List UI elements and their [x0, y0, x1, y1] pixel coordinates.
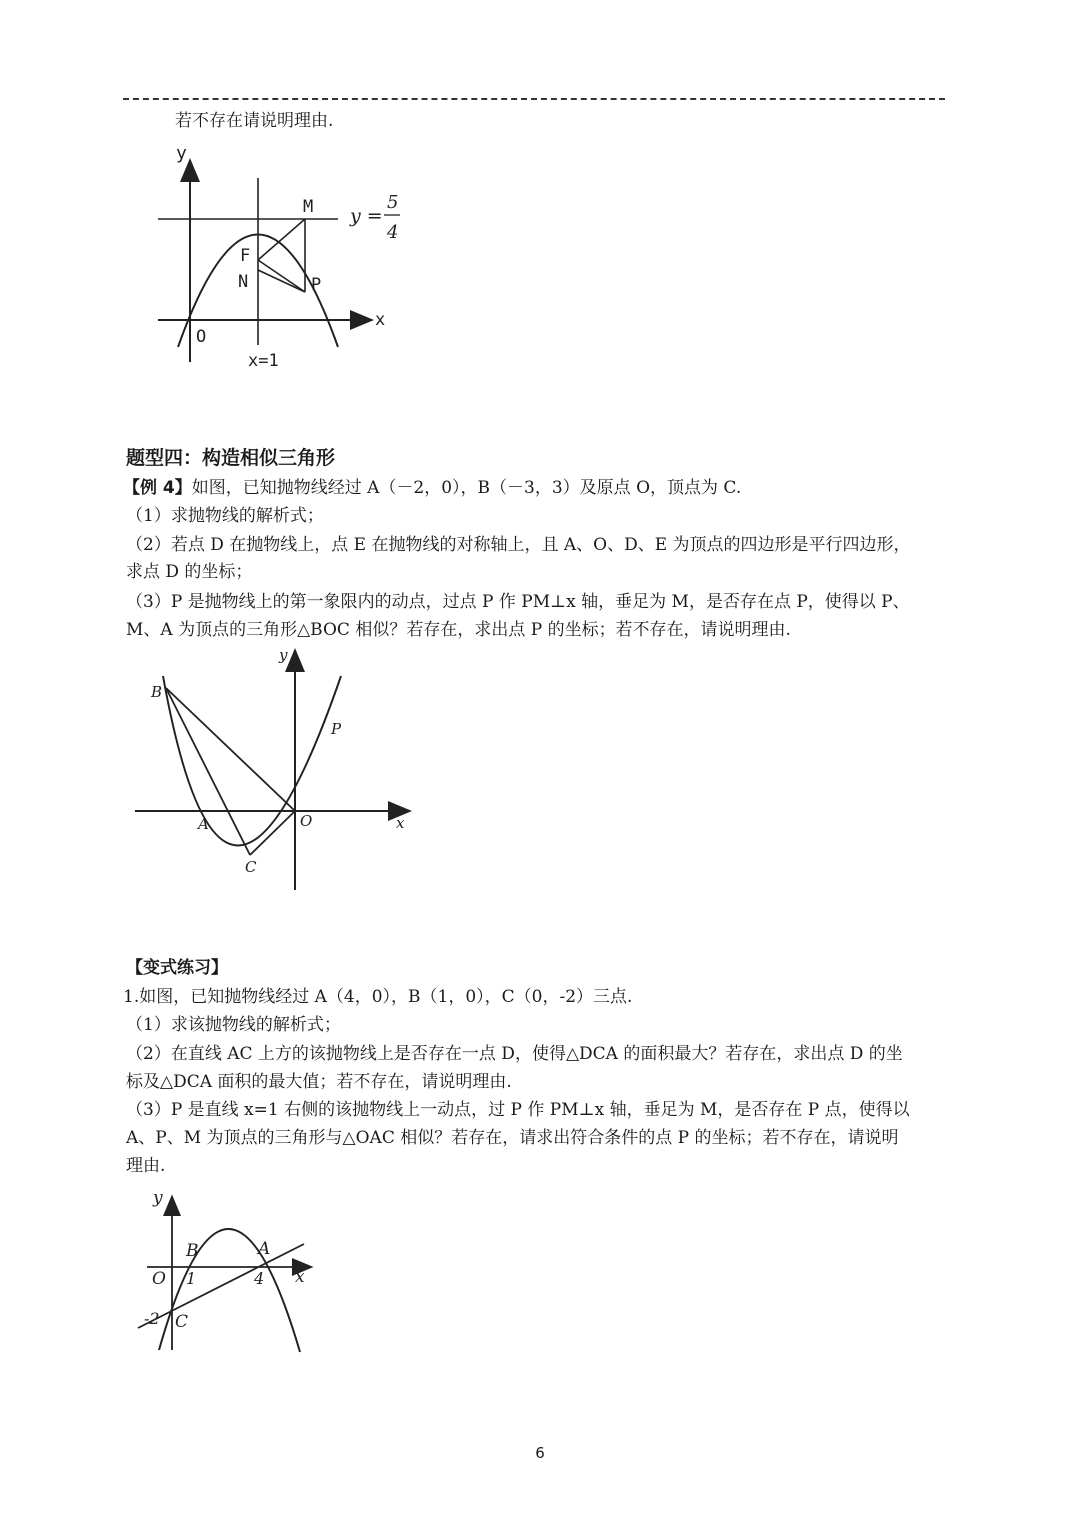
fig3-tick-neg2: -2 — [144, 1309, 160, 1328]
fig1-label-n: N — [238, 272, 249, 292]
fig3-x-label: x — [295, 1267, 305, 1287]
fig3-label-b: B — [186, 1241, 199, 1261]
fig1-line-label-denominator: 4 — [387, 222, 399, 243]
fig3-parabola — [159, 1229, 300, 1352]
fig3-label-o: O — [152, 1269, 166, 1289]
top-note: 若不存在请说明理由. — [175, 111, 334, 131]
variant-q3-line2: A、P、M 为顶点的三角形与△OAC 相似？若存在，请求出符合条件的点 P 的坐标；若不存在，请说明 — [126, 1128, 899, 1148]
page-number: 6 — [535, 1444, 545, 1462]
example4-intro: 如图，已知抛物线经过 A（－2，0），B（－3，3）及原点 O，顶点为 C. — [191, 478, 742, 498]
fig2-x-label: x — [396, 814, 405, 832]
variant-q2-line2: 标及△DCA 面积的最大值；若不存在，请说明理由. — [126, 1072, 512, 1092]
variant-p1-intro: 1.如图，已知抛物线经过 A（4，0），B（1，0），C（0，-2）三点. — [123, 987, 633, 1007]
fig1-label-m: M — [303, 197, 314, 217]
fig3-tick-4: 4 — [254, 1269, 265, 1288]
example4-q3-line1: （3）P 是抛物线上的第一象限内的动点，过点 P 作 PM⊥x 轴，垂足为 M，是否存在点 P，使得以 P、 — [126, 592, 910, 612]
fig3-y-label: y — [153, 1188, 163, 1208]
variant-q3-line1: （3）P 是直线 x=1 右侧的该抛物线上一动点，过 P 作 PM⊥x 轴，垂足为 M，是否存在 P 点，使得以 — [126, 1100, 910, 1120]
fig2-label-b: B — [151, 683, 163, 701]
fig1-x-label: x — [375, 310, 386, 330]
example4-q2-line2: 求点 D 的坐标； — [126, 562, 253, 582]
fig1-line-label-numerator: 5 — [387, 192, 399, 213]
example4-tag: 【例 4】 — [123, 478, 192, 498]
fig2-label-o: O — [300, 812, 313, 830]
fig2-label-a: A — [198, 815, 209, 833]
fig2-y-label: y — [279, 646, 288, 664]
section-title: 题型四：构造相似三角形 — [126, 447, 336, 469]
fig3-label-a: A — [258, 1239, 271, 1259]
fig3-tick-1: 1 — [186, 1269, 197, 1288]
variant-tag: 【变式练习】 — [126, 958, 228, 978]
fig1-label-f: F — [240, 246, 251, 266]
fig1-label-p: P — [311, 275, 322, 295]
example4-q1: （1）求抛物线的解析式； — [126, 506, 324, 526]
variant-q3-line3: 理由. — [126, 1156, 166, 1176]
fig3-label-c: C — [175, 1312, 189, 1332]
variant-q1: （1）求该抛物线的解析式； — [126, 1015, 341, 1035]
example4-q3-line2: M、A 为顶点的三角形△BOC 相似？若存在，求出点 P 的坐标；若不存在，请说明理由. — [126, 620, 791, 640]
fig1-y-label: y — [176, 143, 187, 164]
fig1-symmetry-axis-label: x=1 — [248, 351, 279, 371]
variant-q2-line1: （2）在直线 AC 上方的该抛物线上是否存在一点 D，使得△DCA 的面积最大？若存在，求出点 D 的坐 — [126, 1044, 903, 1064]
fig2-label-c: C — [245, 858, 257, 876]
fig1-origin-label: O — [196, 327, 207, 347]
fig1-line-label-prefix: y = — [350, 205, 383, 227]
fig2-label-p: P — [331, 720, 342, 738]
example4-q2-line1: （2）若点 D 在抛物线上，点 E 在抛物线的对称轴上，且 A、O、D、E 为顶点的四边形是平行四边形， — [126, 535, 911, 555]
